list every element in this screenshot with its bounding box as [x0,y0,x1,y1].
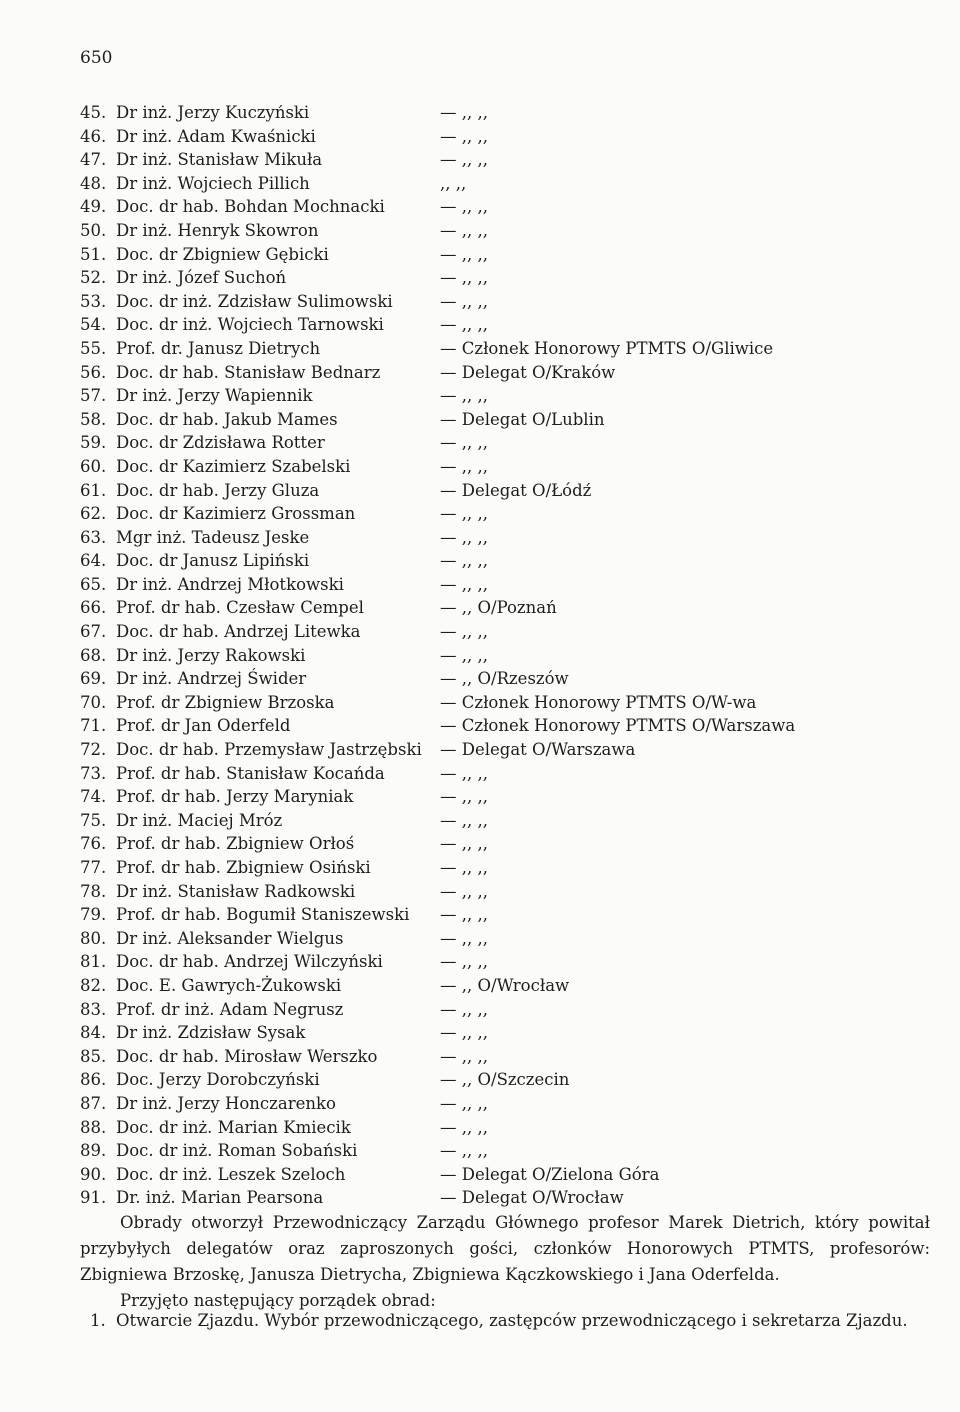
entry-number: 51. [80,244,107,264]
list-item [80,502,840,526]
entry-role: — ,, ,, [440,1046,488,1066]
entry-number: 68. [80,645,107,665]
entry-number: 63. [80,527,107,547]
entry-number: 52. [80,268,107,288]
entry-name: Doc. dr inż. Wojciech Tarnowski [116,315,384,335]
list-item [80,290,840,314]
entry-role: — ,, O/Poznań [440,598,557,618]
list-item [80,101,840,125]
list-item [80,266,840,290]
entry-number: 75. [80,810,107,830]
entry-number: 74. [80,787,107,807]
entry-role: — Delegat O/Zielona Góra [440,1164,660,1184]
list-item [80,644,840,668]
agenda-item [90,1308,930,1334]
entry-role: ,, ,, [440,173,467,193]
entry-name: Doc. dr inż. Leszek Szeloch [116,1164,346,1184]
page-number: 650 [80,48,113,68]
entry-role: — ,, ,, [440,1117,488,1137]
entry-number: 78. [80,881,107,901]
list-item [80,361,840,385]
entry-number: 69. [80,669,107,689]
list-item [80,148,840,172]
list-item [80,384,840,408]
entry-name: Dr inż. Jerzy Kuczyński [116,103,310,122]
entry-name: Dr. inż. Marian Pearsona [116,1188,324,1208]
entry-name: Dr inż. Andrzej Świder [116,669,307,689]
list-item [80,195,840,219]
entry-role: — ,, ,, [440,315,488,335]
agenda-intro: Przyjęto następujący porządek obrad: [120,1291,436,1310]
entry-number: 49. [80,197,107,217]
entry-role: — Członek Honorowy PTMTS O/W-wa [440,692,757,712]
list-item [80,738,840,762]
entry-role: — Członek Honorowy PTMTS O/Warszawa [440,716,796,736]
entry-name: Doc. dr Kazimierz Szabelski [116,456,351,476]
entry-role: — ,, ,, [440,928,488,948]
entry-number: 67. [80,622,107,642]
list-item [80,1116,840,1140]
list-item [80,620,840,644]
entry-number: 91. [80,1188,107,1208]
entry-number: 46. [80,126,107,146]
entry-role: — ,, ,, [440,952,488,972]
entry-role: — ,, ,, [440,386,488,406]
list-item [80,172,840,196]
entry-role: — ,, ,, [440,881,488,901]
entry-role: — ,, ,, [440,810,488,830]
list-item [80,785,840,809]
entry-role: — ,, ,, [440,433,488,453]
entry-number: 59. [80,433,107,453]
list-item [80,714,840,738]
entry-number: 88. [80,1117,107,1137]
entry-role: — ,, O/Rzeszów [440,669,569,689]
entry-number: 57. [80,386,107,406]
entry-name: Prof. dr hab. Zbigniew Osiński [116,858,371,877]
list-item [80,691,840,715]
list-item [80,1163,840,1187]
entry-number: 64. [80,551,107,571]
entry-number: 90. [80,1164,107,1184]
entry-name: Doc. dr Kazimierz Grossman [116,504,356,524]
list-item [80,1092,840,1116]
list-item [80,125,840,149]
entry-number: 81. [80,952,107,972]
delegate-list [80,101,840,1210]
entry-role: — ,, ,, [440,999,488,1019]
entry-role: — ,, ,, [440,574,488,594]
entry-number: 84. [80,1023,107,1043]
list-item [80,526,840,550]
entry-role: — ,, ,, [440,527,488,547]
entry-number: 82. [80,975,107,995]
list-item [80,219,840,243]
entry-number: 55. [80,338,107,358]
entry-name: Doc. dr hab. Andrzej Litewka [116,622,361,642]
list-item [80,998,840,1022]
entry-number: 86. [80,1070,107,1090]
entry-role: — ,, ,, [440,268,488,288]
entry-name: Doc. dr hab. Jakub Mames [116,409,338,429]
list-item [80,950,840,974]
entry-name: Mgr inż. Tadeusz Jeske [116,527,310,547]
entry-role: — ,, O/Wrocław [440,975,570,995]
list-item [80,479,840,503]
entry-role: — ,, ,, [440,126,488,146]
list-item [80,1186,840,1210]
entry-role: — Delegat O/Wrocław [440,1188,624,1208]
entry-number: 77. [80,858,107,877]
entry-role: — ,, ,, [440,763,488,783]
entry-name: Dr inż. Jerzy Honczarenko [116,1093,336,1113]
list-item [80,313,840,337]
entry-name: Dr inż. Jerzy Wapiennik [116,386,313,406]
entry-name: Doc. dr hab. Bohdan Mochnacki [116,197,385,217]
entry-name: Doc. dr hab. Przemysław Jastrzębski [116,740,422,760]
list-item [80,408,840,432]
entry-role: — ,, ,, [440,150,488,170]
list-item [80,880,840,904]
entry-number: 85. [80,1046,107,1066]
entry-name: Prof. dr hab. Czesław Cempel [116,598,364,618]
entry-name: Prof. dr hab. Jerzy Maryniak [116,787,354,807]
entry-name: Doc. E. Gawrych-Żukowski [116,975,342,995]
entry-name: Prof. dr. Janusz Dietrych [116,338,321,358]
list-item [80,974,840,998]
entry-name: Doc. dr Zdzisława Rotter [116,433,325,453]
list-item [80,832,840,856]
list-item [80,1139,840,1163]
list-item [80,1045,840,1069]
list-item [80,1068,840,1092]
entry-name: Dr inż. Henryk Skowron [116,220,319,240]
list-item [80,1021,840,1045]
entry-role: — ,, ,, [440,1141,488,1161]
entry-role: — ,, ,, [440,622,488,642]
entry-role: — ,, ,, [440,905,488,925]
opening-paragraph: Obrady otworzył Przewodniczący Zarządu Głównego profesor Marek Dietrich, który powitał przybyłych delegatów oraz zaproszonych gości, członków Honorowych PTMTS, profesorów: Zbigniewa Brzoskę, Janusza Dietrycha, Zbigniewa Kączkowskiego i Jana Oderfelda. [80,1213,930,1284]
entry-number: 58. [80,409,107,429]
entry-role: — ,, ,, [440,858,488,877]
entry-number: 56. [80,362,107,382]
entry-number: 48. [80,173,107,193]
list-item [80,596,840,620]
entry-name: Dr inż. Zdzisław Sysak [116,1023,306,1043]
entry-name: Doc. dr inż. Marian Kmiecik [116,1117,351,1137]
entry-number: 73. [80,763,107,783]
entry-name: Dr inż. Wojciech Pillich [116,173,310,193]
list-item [80,243,840,267]
entry-role: — ,, ,, [440,1093,488,1113]
entry-role: — Delegat O/Warszawa [440,740,636,760]
entry-name: Prof. dr Zbigniew Brzoska [116,692,335,712]
entry-role: — ,, ,, [440,220,488,240]
entry-number: 60. [80,456,107,476]
entry-name: Prof. dr hab. Stanisław Kocańda [116,763,385,783]
entry-number: 62. [80,504,107,524]
list-item [80,431,840,455]
list-item [80,455,840,479]
entry-number: 66. [80,598,107,618]
list-item [80,667,840,691]
entry-number: 79. [80,905,107,925]
entry-name: Prof. dr hab. Bogumił Staniszewski [116,905,410,925]
list-item [80,809,840,833]
entry-role: — Delegat O/Łódź [440,480,592,500]
entry-name: Prof. dr Jan Oderfeld [116,716,291,736]
entry-number: 83. [80,999,107,1019]
entry-number: 54. [80,315,107,335]
entry-role: — ,, ,, [440,244,488,264]
entry-name: Prof. dr hab. Zbigniew Orłoś [116,834,355,854]
list-item [80,927,840,951]
entry-role: — ,, ,, [440,834,488,854]
entry-role: — ,, ,, [440,456,488,476]
entry-number: 76. [80,834,107,854]
entry-role: — ,, ,, [440,103,488,122]
entry-number: 89. [80,1141,107,1161]
list-item [80,856,840,880]
entry-name: Doc. Jerzy Dorobczyński [116,1070,320,1090]
entry-number: 87. [80,1093,107,1113]
entry-name: Doc. dr hab. Mirosław Werszko [116,1046,378,1066]
entry-number: 70. [80,692,107,712]
entry-name: Doc. dr Zbigniew Gębicki [116,244,329,264]
entry-number: 45. [80,103,107,122]
entry-role: — ,, ,, [440,1023,488,1043]
entry-name: Doc. dr hab. Andrzej Wilczyński [116,952,383,972]
entry-role: — ,, ,, [440,291,488,311]
entry-name: Dr inż. Maciej Mróz [116,810,283,830]
entry-role: — ,, ,, [440,551,488,571]
list-item [80,549,840,573]
entry-role: — Członek Honorowy PTMTS O/Gliwice [440,338,774,358]
entry-number: 47. [80,150,107,170]
list-item [80,903,840,927]
list-item [80,573,840,597]
entry-number: 61. [80,480,107,500]
entry-number: 53. [80,291,107,311]
entry-name: Dr inż. Stanisław Radkowski [116,881,356,901]
agenda-list [90,1308,930,1334]
entry-role: — Delegat O/Kraków [440,362,616,382]
entry-name: Doc. dr inż. Roman Sobański [116,1141,358,1161]
entry-name: Doc. dr hab. Stanisław Bednarz [116,362,381,382]
entry-name: Prof. dr inż. Adam Negrusz [116,999,344,1019]
agenda-item-number: 1. [90,1311,106,1330]
entry-name: Doc. dr inż. Zdzisław Sulimowski [116,291,393,311]
entry-name: Doc. dr Janusz Lipiński [116,551,310,571]
entry-role: — ,, ,, [440,504,488,524]
entry-number: 65. [80,574,107,594]
list-item [80,337,840,361]
entry-name: Dr inż. Stanisław Mikuła [116,150,323,170]
entry-role: — ,, ,, [440,197,488,217]
entry-number: 50. [80,220,107,240]
list-item [80,762,840,786]
entry-name: Dr inż. Aleksander Wielgus [116,928,344,948]
entry-number: 80. [80,928,107,948]
entry-name: Dr inż. Andrzej Młotkowski [116,574,344,594]
entry-role: — Delegat O/Lublin [440,409,605,429]
entry-name: Doc. dr hab. Jerzy Gluza [116,480,320,500]
entry-role: — ,, ,, [440,645,488,665]
entry-number: 71. [80,716,107,736]
entry-role: — ,, ,, [440,787,488,807]
entry-role: — ,, O/Szczecin [440,1070,570,1090]
agenda-item-text: Otwarcie Zjazdu. Wybór przewodniczącego, zastępców przewodniczącego i sekretarza Zjazdu. [116,1311,908,1330]
entry-name: Dr inż. Jerzy Rakowski [116,645,306,665]
entry-name: Dr inż. Adam Kwaśnicki [116,126,316,146]
entry-number: 72. [80,740,107,760]
entry-name: Dr inż. Józef Suchoń [116,268,287,288]
